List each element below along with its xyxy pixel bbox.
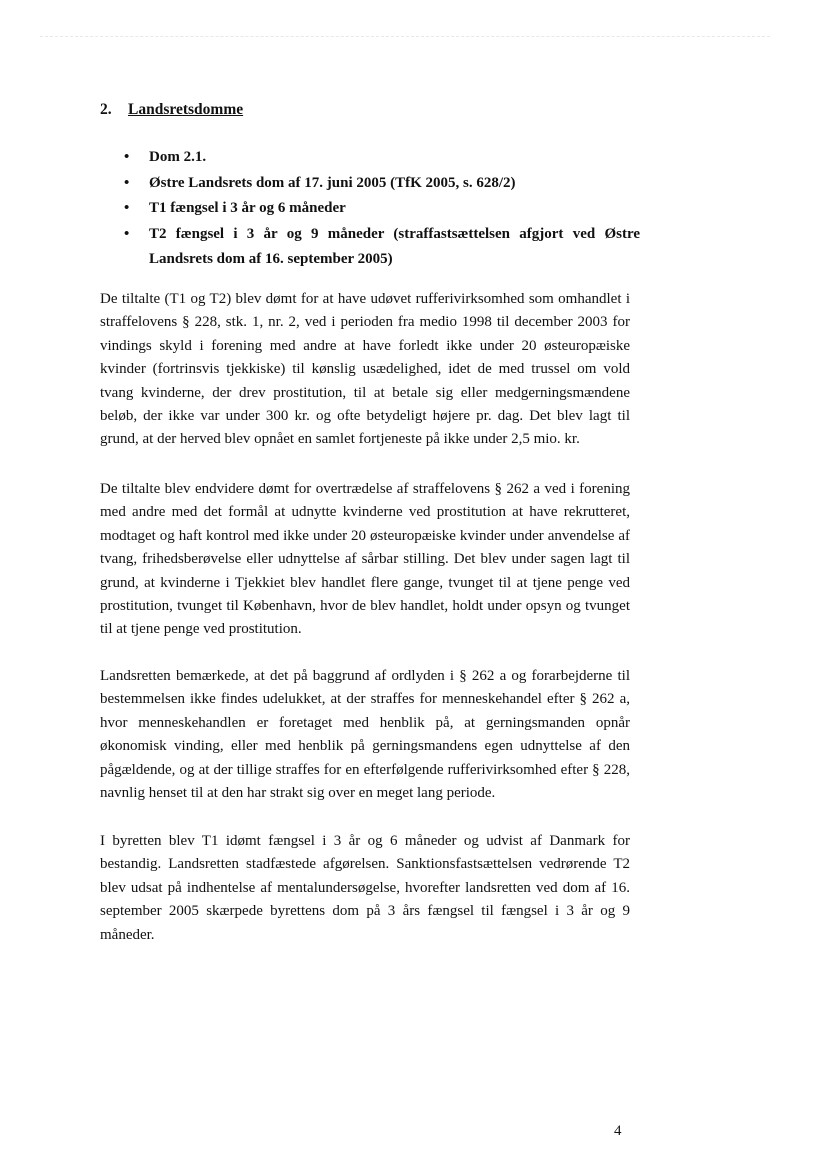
paragraph-charges: De tiltalte (T1 og T2) blev dømt for at have udøvet rufferivirksomhed som omhandlet i straffelovens § 228, stk. 1, nr. 2, ved i perioden fra medio 1998 til december 2003 for vindings skyld i forening med andre at have forledt ikke under 20 østeuropæiske kvinder (fortrinsvis tjekkiske) til kønslig usædelighed, idet de med trussel om vold tvang kvinderne, der drev prostitution, til at betale sig eller medgerningsmændene beløb, der ikke var under 300 kr. og ofte betydeligt højere pr. dag. Det blev lagt til grund, at der herved blev opnået en samlet fortjeneste på ikke under 2,5 mio. kr. <box>100 291 630 448</box>
bullet-text: Østre Landsrets dom af 17. juni 2005 (TfK 2005, s. 628/2) <box>149 174 516 191</box>
scan-header-artifact <box>40 36 770 37</box>
bullet-item-t1-sentence <box>100 196 640 222</box>
bullet-text: Dom 2.1. <box>149 149 207 165</box>
section-title: Landsretsdomme <box>128 101 244 118</box>
bullet-icon: • <box>124 200 130 216</box>
summary-bullet-list <box>100 145 640 273</box>
bullet-icon: • <box>124 174 130 191</box>
section-number: 2. <box>100 101 112 118</box>
bullet-icon: • <box>124 149 130 165</box>
paragraph-sentencing: I byretten blev T1 idømt fængsel i 3 år og 6 måneder og udvist af Danmark for bestandig. Landsretten stadfæstede afgørelsen. Sanktionsfastsættelsen vedrørende T2 blev udsat på indhentelse af mentalundersøgelse, hvorefter landsretten ved dom af 16. september 2005 skærpede byrettens dom på 3 års fængsel til fængsel i 3 år og 9 måneder. <box>100 833 630 943</box>
bullet-icon: • <box>124 225 130 242</box>
paragraph-court-remarks: Landsretten bemærkede, at det på baggrund af ordlyden i § 262 a og forarbejderne til bestemmelsen ikke findes udelukket, at der straffes for menneskehandel efter § 262 a, hvor menneskehandlen er foretaget med henblik på, at gerningsmanden opnår økonomisk vinding, eller med henblik på gerningsmandens egen udnyttelse af den pågældende, og at der tillige straffes for en efterfølgende rufferivirksomhed efter § 228, navnlig henset til at den har strakt sig over en meget lang periode. <box>100 668 630 802</box>
section-heading <box>100 100 243 120</box>
bullet-text: T1 fængsel i 3 år og 6 måneder <box>149 200 346 216</box>
bullet-text: T2 fængsel i 3 år og 9 måneder (straffastsættelsen afgjort ved Østre Landsrets dom af 16. september 2005) <box>149 225 640 267</box>
paragraph-trafficking: De tiltalte blev endvidere dømt for overtrædelse af straffelovens § 262 a ved i forening med andre med det formål at udnytte kvinderne ved prostitution at have rekrutteret, modtaget og haft kontrol med ikke under 20 østeuropæiske kvinder under anvendelse af tvang, frihedsberøvelse eller udnyttelse af sårbar stilling. Det blev under sagen lagt til grund, at kvinderne i Tjekkiet blev handlet flere gange, tvunget til at tjene penge ved prostitution, tvunget til København, hvor de blev handlet, holdt under opsyn og tvunget til at tjene penge ved prostitution. <box>100 481 630 638</box>
bullet-item-court <box>100 171 640 197</box>
page-number: 4 <box>614 1123 622 1139</box>
bullet-item-judgment <box>100 145 640 171</box>
bullet-item-t2-sentence <box>100 222 640 273</box>
